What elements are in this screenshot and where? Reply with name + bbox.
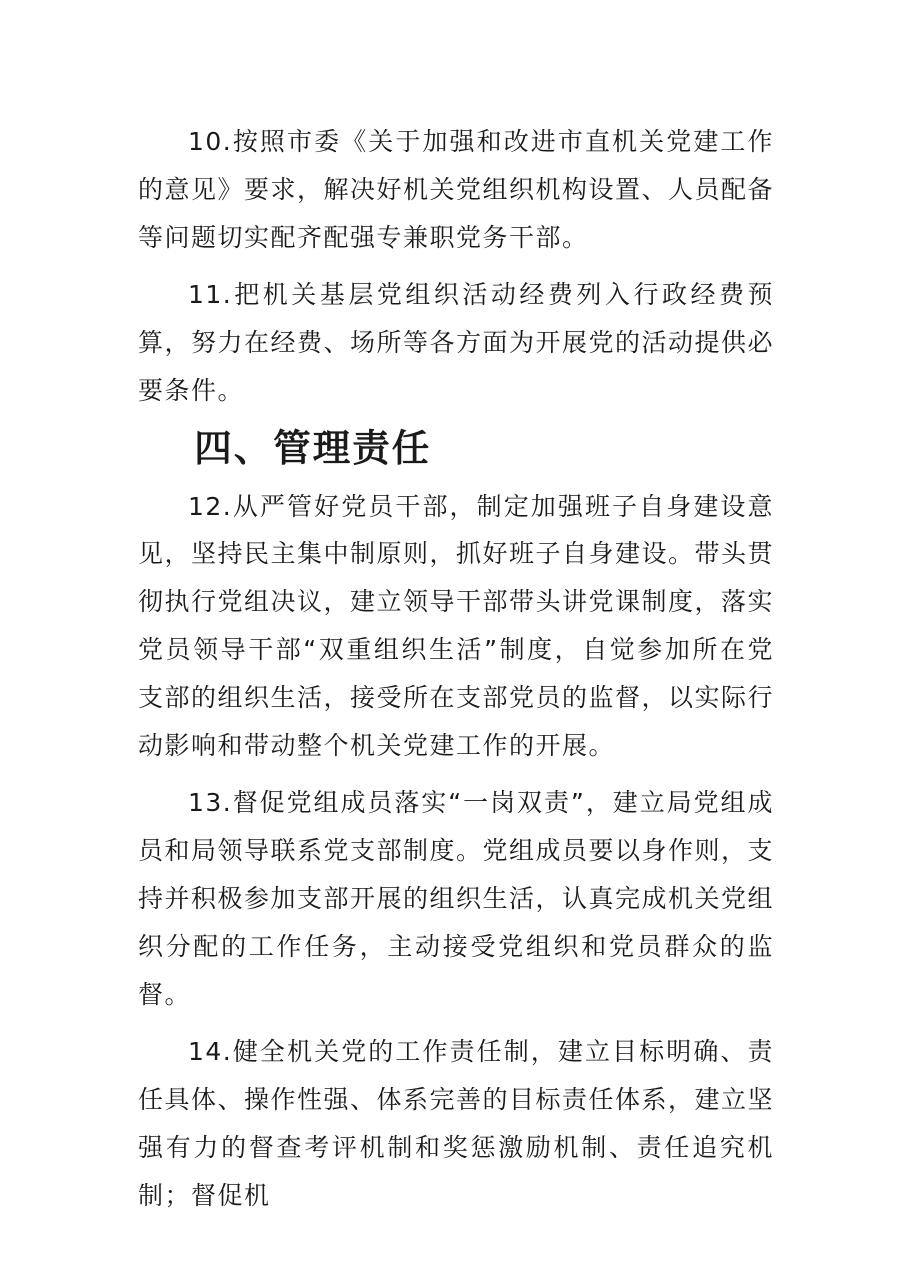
paragraph-14: 14.健全机关党的工作责任制，建立目标明确、责任具体、操作性强、体系完善的目标责任体系，建立坚强有力的督查考评机制和奖惩激励机制、责任追究机制；督促机: [138, 1037, 775, 1210]
paragraph-11: 11.把机关基层党组织活动经费列入行政经费预算，努力在经费、场所等各方面为开展党的活动提供必要条件。: [138, 280, 775, 405]
paragraph-13: 13.督促党组成员落实“一岗双责”，建立局党组成员和局领导联系党支部制度。党组成员要以身作则，支持并积极参加支部开展的组织生活，认真完成机关党组织分配的工作任务，主动接受党组织和党员群众的监督。: [138, 788, 775, 1009]
paragraph-10: 10.按照市委《关于加强和改进市直机关党建工作的意见》要求，解决好机关党组织机构设置、人员配备等问题切实配齐配强专兼职党务干部。: [138, 127, 775, 252]
section-heading-management-responsibility: 四、管理责任: [194, 425, 432, 470]
paragraph-12: 12.从严管好党员干部，制定加强班子自身建设意见，坚持民主集中制原则，抓好班子自身建设。带头贯彻执行党组决议，建立领导干部带头讲党课制度，落实党员领导干部“双重组织生活”制度，自觉参加所在党支部的组织生活，接受所在支部党员的监督，以实际行动影响和带动整个机关党建工作的开展。: [138, 491, 775, 760]
document-page: [138, 118, 774, 1230]
